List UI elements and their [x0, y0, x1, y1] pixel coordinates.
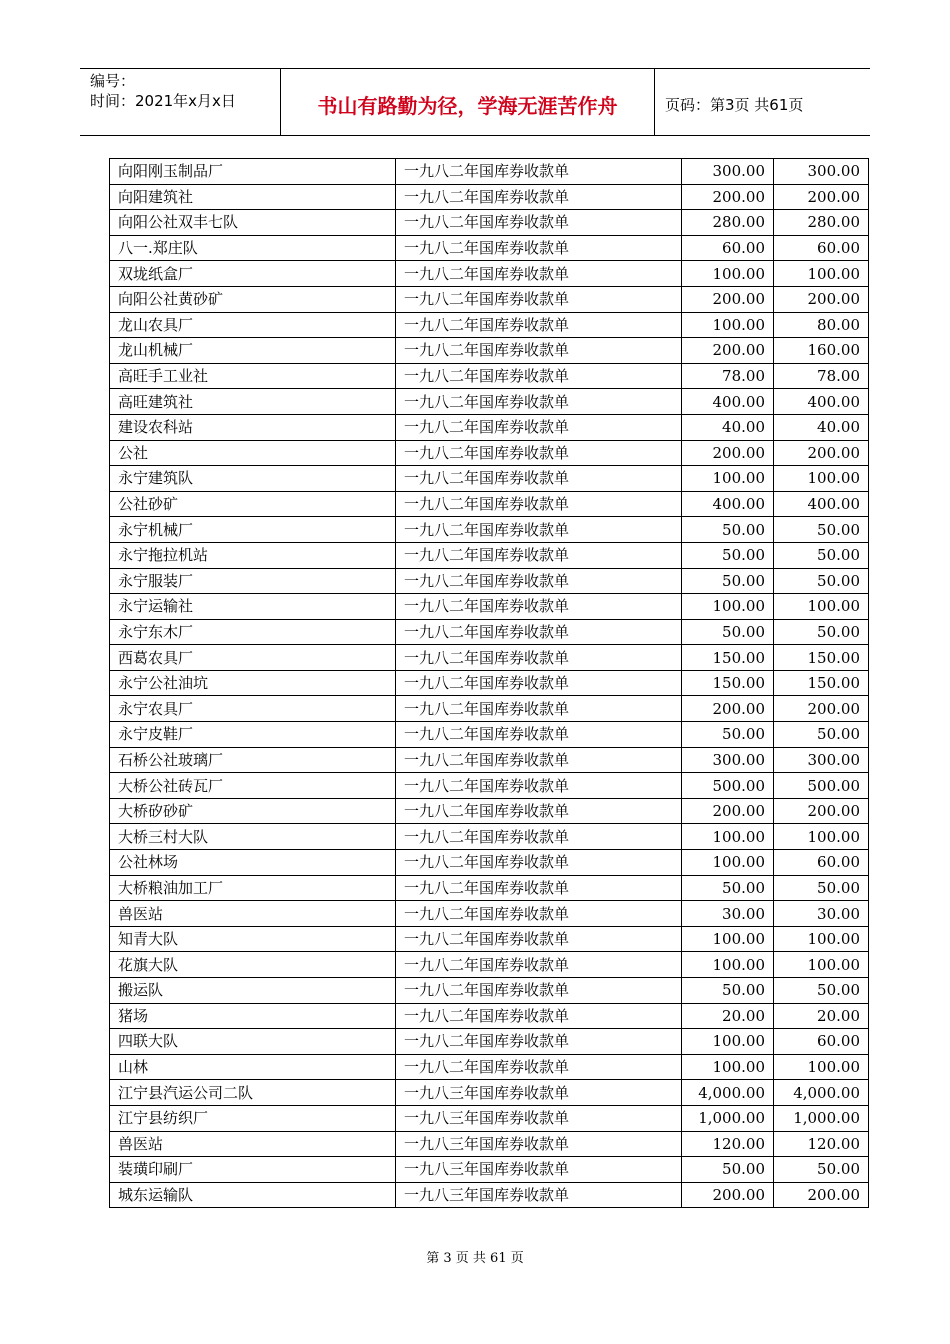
amount-cell: 50.00	[682, 722, 774, 748]
received-amount-cell: 100.00	[774, 261, 869, 287]
unit-name-cell: 永宁机械厂	[110, 517, 396, 543]
description-cell: 一九八二年国库券收款单	[396, 696, 682, 722]
table-row	[110, 798, 869, 824]
table-row	[110, 952, 869, 978]
description-cell: 一九八三年国库券收款单	[396, 1131, 682, 1157]
unit-name-cell: 大桥三村大队	[110, 824, 396, 850]
description-cell: 一九八二年国库券收款单	[396, 619, 682, 645]
unit-name-cell: 永宁皮鞋厂	[110, 722, 396, 748]
unit-name-cell: 城东运输队	[110, 1182, 396, 1208]
amount-cell: 50.00	[682, 542, 774, 568]
unit-name-cell: 双垅纸盒厂	[110, 261, 396, 287]
description-cell: 一九八二年国库券收款单	[396, 670, 682, 696]
received-amount-cell: 300.00	[774, 747, 869, 773]
description-cell: 一九八二年国库券收款单	[396, 1029, 682, 1055]
amount-cell: 200.00	[682, 338, 774, 364]
table-row	[110, 926, 869, 952]
table-row	[110, 1105, 869, 1131]
received-amount-cell: 80.00	[774, 312, 869, 338]
description-cell: 一九八二年国库券收款单	[396, 824, 682, 850]
received-amount-cell: 200.00	[774, 184, 869, 210]
received-amount-cell: 4,000.00	[774, 1080, 869, 1106]
unit-name-cell: 永宁公社油坑	[110, 670, 396, 696]
unit-name-cell: 兽医站	[110, 901, 396, 927]
unit-name-cell: 向阳公社双丰七队	[110, 210, 396, 236]
received-amount-cell: 50.00	[774, 875, 869, 901]
received-amount-cell: 50.00	[774, 568, 869, 594]
description-cell: 一九八二年国库券收款单	[396, 850, 682, 876]
amount-cell: 100.00	[682, 1054, 774, 1080]
amount-cell: 50.00	[682, 978, 774, 1004]
received-amount-cell: 200.00	[774, 696, 869, 722]
amount-cell: 30.00	[682, 901, 774, 927]
description-cell: 一九八二年国库券收款单	[396, 414, 682, 440]
description-cell: 一九八二年国库券收款单	[396, 235, 682, 261]
unit-name-cell: 江宁县纺织厂	[110, 1105, 396, 1131]
table-row	[110, 670, 869, 696]
description-cell: 一九八二年国库券收款单	[396, 542, 682, 568]
amount-cell: 100.00	[682, 850, 774, 876]
amount-cell: 1,000.00	[682, 1105, 774, 1131]
received-amount-cell: 50.00	[774, 542, 869, 568]
unit-name-cell: 高旺建筑社	[110, 389, 396, 415]
table-row	[110, 159, 869, 185]
amount-cell: 100.00	[682, 312, 774, 338]
amount-cell: 150.00	[682, 670, 774, 696]
unit-name-cell: 大桥公社砖瓦厂	[110, 773, 396, 799]
received-amount-cell: 120.00	[774, 1131, 869, 1157]
received-amount-cell: 300.00	[774, 159, 869, 185]
table-row	[110, 696, 869, 722]
received-amount-cell: 30.00	[774, 901, 869, 927]
amount-cell: 200.00	[682, 1182, 774, 1208]
amount-cell: 300.00	[682, 747, 774, 773]
amount-cell: 78.00	[682, 363, 774, 389]
unit-name-cell: 永宁运输社	[110, 594, 396, 620]
amount-cell: 400.00	[682, 389, 774, 415]
amount-cell: 200.00	[682, 440, 774, 466]
description-cell: 一九八二年国库券收款单	[396, 978, 682, 1004]
table-row	[110, 850, 869, 876]
table-row	[110, 517, 869, 543]
ledger-body	[110, 159, 869, 1208]
description-cell: 一九八三年国库券收款单	[396, 1157, 682, 1183]
description-cell: 一九八二年国库券收款单	[396, 338, 682, 364]
received-amount-cell: 100.00	[774, 824, 869, 850]
description-cell: 一九八二年国库券收款单	[396, 261, 682, 287]
unit-name-cell: 永宁农具厂	[110, 696, 396, 722]
received-amount-cell: 20.00	[774, 1003, 869, 1029]
received-amount-cell: 78.00	[774, 363, 869, 389]
amount-cell: 20.00	[682, 1003, 774, 1029]
description-cell: 一九八二年国库券收款单	[396, 722, 682, 748]
description-cell: 一九八二年国库券收款单	[396, 798, 682, 824]
unit-name-cell: 龙山农具厂	[110, 312, 396, 338]
unit-name-cell: 永宁服装厂	[110, 568, 396, 594]
document-time-label: 时间：2021年x月x日	[90, 92, 236, 110]
table-row	[110, 363, 869, 389]
unit-name-cell: 江宁县汽运公司二队	[110, 1080, 396, 1106]
table-row	[110, 466, 869, 492]
table-row	[110, 568, 869, 594]
received-amount-cell: 50.00	[774, 619, 869, 645]
table-row	[110, 312, 869, 338]
received-amount-cell: 160.00	[774, 338, 869, 364]
description-cell: 一九八二年国库券收款单	[396, 159, 682, 185]
description-cell: 一九八三年国库券收款单	[396, 1182, 682, 1208]
amount-cell: 50.00	[682, 875, 774, 901]
unit-name-cell: 向阳刚玉制品厂	[110, 159, 396, 185]
received-amount-cell: 400.00	[774, 491, 869, 517]
document-number-label: 编号：	[90, 72, 136, 90]
description-cell: 一九八二年国库券收款单	[396, 1054, 682, 1080]
table-row	[110, 1003, 869, 1029]
received-amount-cell: 200.00	[774, 286, 869, 312]
table-row	[110, 338, 869, 364]
table-row	[110, 286, 869, 312]
table-row	[110, 1080, 869, 1106]
description-cell: 一九八二年国库券收款单	[396, 466, 682, 492]
description-cell: 一九八二年国库券收款单	[396, 1003, 682, 1029]
unit-name-cell: 石桥公社玻璃厂	[110, 747, 396, 773]
amount-cell: 60.00	[682, 235, 774, 261]
table-row	[110, 875, 869, 901]
description-cell: 一九八二年国库券收款单	[396, 184, 682, 210]
received-amount-cell: 150.00	[774, 670, 869, 696]
description-cell: 一九八二年国库券收款单	[396, 517, 682, 543]
description-cell: 一九八二年国库券收款单	[396, 491, 682, 517]
table-row	[110, 1157, 869, 1183]
table-row	[110, 491, 869, 517]
amount-cell: 100.00	[682, 594, 774, 620]
table-row	[110, 978, 869, 1004]
amount-cell: 300.00	[682, 159, 774, 185]
amount-cell: 280.00	[682, 210, 774, 236]
unit-name-cell: 西葛农具厂	[110, 645, 396, 671]
description-cell: 一九八二年国库券收款单	[396, 389, 682, 415]
table-row	[110, 594, 869, 620]
header-meta	[80, 69, 281, 135]
received-amount-cell: 60.00	[774, 235, 869, 261]
description-cell: 一九八二年国库券收款单	[396, 773, 682, 799]
table-row	[110, 261, 869, 287]
received-amount-cell: 500.00	[774, 773, 869, 799]
description-cell: 一九八二年国库券收款单	[396, 926, 682, 952]
amount-cell: 200.00	[682, 286, 774, 312]
received-amount-cell: 100.00	[774, 594, 869, 620]
table-row	[110, 389, 869, 415]
amount-cell: 50.00	[682, 517, 774, 543]
description-cell: 一九八三年国库券收款单	[396, 1105, 682, 1131]
received-amount-cell: 150.00	[774, 645, 869, 671]
table-row	[110, 619, 869, 645]
unit-name-cell: 向阳建筑社	[110, 184, 396, 210]
table-row	[110, 1029, 869, 1055]
table-row	[110, 645, 869, 671]
description-cell: 一九八二年国库券收款单	[396, 568, 682, 594]
description-cell: 一九八二年国库券收款单	[396, 312, 682, 338]
table-row	[110, 773, 869, 799]
amount-cell: 40.00	[682, 414, 774, 440]
received-amount-cell: 200.00	[774, 1182, 869, 1208]
received-amount-cell: 200.00	[774, 798, 869, 824]
description-cell: 一九八二年国库券收款单	[396, 645, 682, 671]
unit-name-cell: 大桥粮油加工厂	[110, 875, 396, 901]
amount-cell: 100.00	[682, 926, 774, 952]
unit-name-cell: 知青大队	[110, 926, 396, 952]
amount-cell: 100.00	[682, 952, 774, 978]
received-amount-cell: 50.00	[774, 1157, 869, 1183]
received-amount-cell: 280.00	[774, 210, 869, 236]
amount-cell: 150.00	[682, 645, 774, 671]
received-amount-cell: 60.00	[774, 850, 869, 876]
description-cell: 一九八二年国库券收款单	[396, 747, 682, 773]
unit-name-cell: 永宁东木厂	[110, 619, 396, 645]
description-cell: 一九八二年国库券收款单	[396, 594, 682, 620]
unit-name-cell: 八一.郑庄队	[110, 235, 396, 261]
unit-name-cell: 公社砂矿	[110, 491, 396, 517]
amount-cell: 100.00	[682, 261, 774, 287]
amount-cell: 200.00	[682, 798, 774, 824]
description-cell: 一九八三年国库券收款单	[396, 1080, 682, 1106]
unit-name-cell: 兽医站	[110, 1131, 396, 1157]
description-cell: 一九八二年国库券收款单	[396, 901, 682, 927]
description-cell: 一九八二年国库券收款单	[396, 286, 682, 312]
received-amount-cell: 40.00	[774, 414, 869, 440]
received-amount-cell: 200.00	[774, 440, 869, 466]
table-row	[110, 542, 869, 568]
unit-name-cell: 花旗大队	[110, 952, 396, 978]
description-cell: 一九八二年国库券收款单	[396, 210, 682, 236]
amount-cell: 400.00	[682, 491, 774, 517]
amount-cell: 50.00	[682, 568, 774, 594]
table-row	[110, 722, 869, 748]
unit-name-cell: 大桥矽砂矿	[110, 798, 396, 824]
received-amount-cell: 60.00	[774, 1029, 869, 1055]
received-amount-cell: 100.00	[774, 466, 869, 492]
table-row	[110, 235, 869, 261]
unit-name-cell: 公社林场	[110, 850, 396, 876]
page-header	[80, 68, 870, 136]
description-cell: 一九八二年国库券收款单	[396, 363, 682, 389]
amount-cell: 200.00	[682, 184, 774, 210]
table-row	[110, 414, 869, 440]
header-page-label: 页码：第3页 共61页	[665, 95, 804, 114]
received-amount-cell: 100.00	[774, 926, 869, 952]
received-amount-cell: 50.00	[774, 722, 869, 748]
unit-name-cell: 高旺手工业社	[110, 363, 396, 389]
unit-name-cell: 山林	[110, 1054, 396, 1080]
table-row	[110, 1131, 869, 1157]
amount-cell: 120.00	[682, 1131, 774, 1157]
received-amount-cell: 100.00	[774, 952, 869, 978]
unit-name-cell: 龙山机械厂	[110, 338, 396, 364]
description-cell: 一九八二年国库券收款单	[396, 440, 682, 466]
received-amount-cell: 50.00	[774, 978, 869, 1004]
amount-cell: 200.00	[682, 696, 774, 722]
unit-name-cell: 猪场	[110, 1003, 396, 1029]
received-amount-cell: 1,000.00	[774, 1105, 869, 1131]
header-motto: 书山有路勤为径，学海无涯苦作舟	[281, 69, 655, 135]
table-row	[110, 747, 869, 773]
amount-cell: 100.00	[682, 466, 774, 492]
table-row	[110, 1054, 869, 1080]
table-row	[110, 1182, 869, 1208]
unit-name-cell: 永宁建筑队	[110, 466, 396, 492]
ledger-table	[109, 158, 869, 1208]
table-row	[110, 440, 869, 466]
unit-name-cell: 公社	[110, 440, 396, 466]
amount-cell: 4,000.00	[682, 1080, 774, 1106]
amount-cell: 500.00	[682, 773, 774, 799]
unit-name-cell: 四联大队	[110, 1029, 396, 1055]
unit-name-cell: 建设农科站	[110, 414, 396, 440]
description-cell: 一九八二年国库券收款单	[396, 875, 682, 901]
table-row	[110, 184, 869, 210]
received-amount-cell: 400.00	[774, 389, 869, 415]
amount-cell: 50.00	[682, 619, 774, 645]
amount-cell: 50.00	[682, 1157, 774, 1183]
unit-name-cell: 装璜印刷厂	[110, 1157, 396, 1183]
table-row	[110, 824, 869, 850]
unit-name-cell: 向阳公社黄砂矿	[110, 286, 396, 312]
page-footer: 第 3 页 共 61 页	[426, 1251, 524, 1266]
amount-cell: 100.00	[682, 1029, 774, 1055]
unit-name-cell: 搬运队	[110, 978, 396, 1004]
description-cell: 一九八二年国库券收款单	[396, 952, 682, 978]
amount-cell: 100.00	[682, 824, 774, 850]
table-row	[110, 901, 869, 927]
unit-name-cell: 永宁拖拉机站	[110, 542, 396, 568]
received-amount-cell: 100.00	[774, 1054, 869, 1080]
received-amount-cell: 50.00	[774, 517, 869, 543]
table-row	[110, 210, 869, 236]
